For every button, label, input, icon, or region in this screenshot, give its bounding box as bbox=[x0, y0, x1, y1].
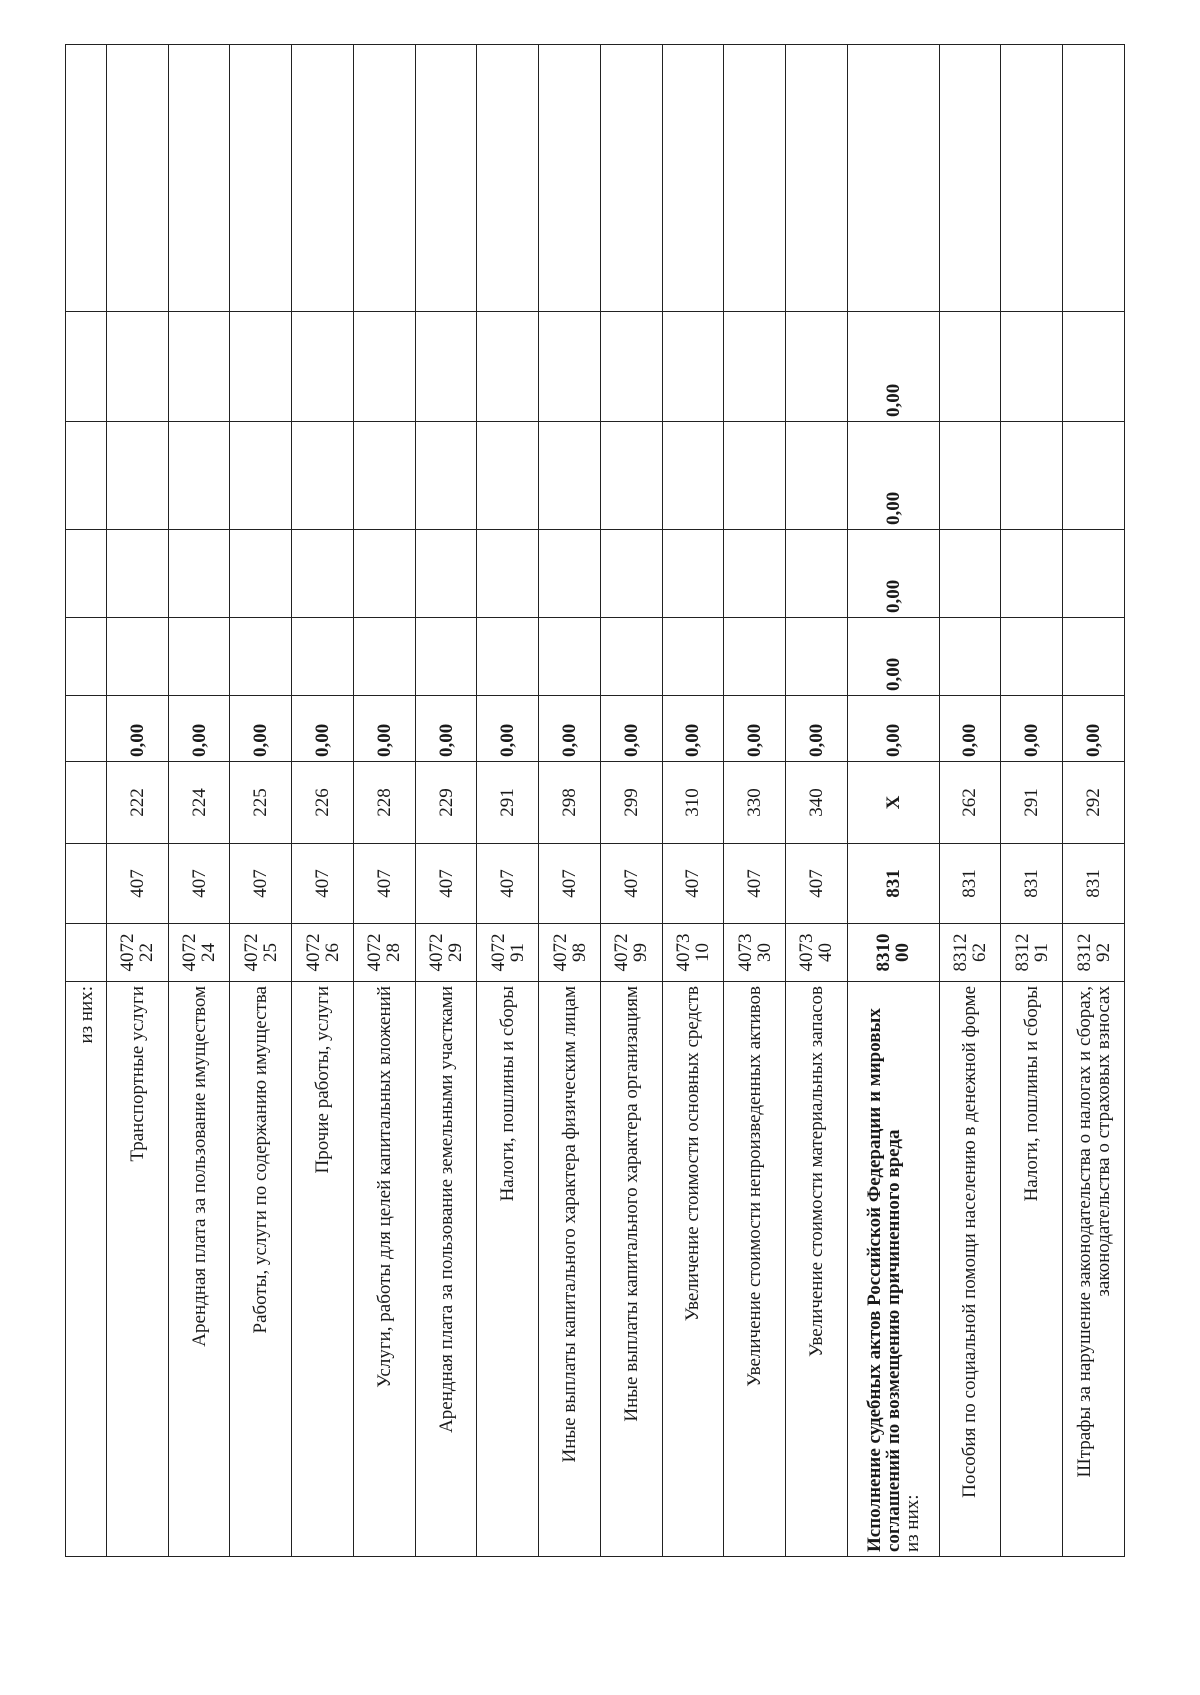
row-empty-cell bbox=[1001, 45, 1063, 312]
row-value bbox=[168, 422, 230, 530]
row-value bbox=[477, 422, 539, 530]
row-empty-cell bbox=[353, 45, 415, 312]
row-value: 0,00 bbox=[477, 696, 539, 762]
row-code: 4072 91 bbox=[477, 924, 539, 982]
row-empty-cell bbox=[724, 45, 786, 312]
row-section: 407 bbox=[353, 844, 415, 924]
row-value bbox=[230, 618, 292, 696]
row-name: Арендная плата за пользование имуществом bbox=[168, 982, 230, 1557]
row-section: 831 bbox=[847, 844, 939, 924]
row-empty-cell bbox=[230, 45, 292, 312]
row-value bbox=[662, 618, 724, 696]
row-value: 0,00 bbox=[353, 696, 415, 762]
row-value bbox=[600, 530, 662, 618]
row-value: 0,00 bbox=[662, 696, 724, 762]
row-article: 228 bbox=[353, 762, 415, 844]
row-value bbox=[1063, 618, 1125, 696]
row-code: 4072 22 bbox=[107, 924, 169, 982]
row-value bbox=[230, 422, 292, 530]
row-value: 0,00 bbox=[847, 422, 939, 530]
row-code: 4072 99 bbox=[600, 924, 662, 982]
row-value bbox=[353, 530, 415, 618]
row-name: Исполнение судебных актов Российской Федерации и мировых соглашений по возмещению причиненного вреда из них: bbox=[847, 982, 939, 1557]
row-subnote: из них: bbox=[901, 1494, 923, 1552]
row-value: 0,00 bbox=[539, 696, 601, 762]
row-value: 0,00 bbox=[847, 618, 939, 696]
table-row bbox=[724, 45, 786, 1557]
row-value bbox=[939, 618, 1001, 696]
row-code: 4072 24 bbox=[168, 924, 230, 982]
row-value bbox=[168, 530, 230, 618]
row-value bbox=[1001, 618, 1063, 696]
row-value: 0,00 bbox=[292, 696, 354, 762]
row-section: 407 bbox=[477, 844, 539, 924]
row-value: 0,00 bbox=[786, 696, 848, 762]
row-value bbox=[939, 422, 1001, 530]
row-value: 0,00 bbox=[107, 696, 169, 762]
row-code: 4072 29 bbox=[415, 924, 477, 982]
row-value bbox=[292, 422, 354, 530]
row-name: Увеличение стоимости основных средств bbox=[662, 982, 724, 1557]
row-value bbox=[539, 530, 601, 618]
table-row bbox=[107, 45, 169, 1557]
row-name: Налоги, пошлины и сборы bbox=[1001, 982, 1063, 1557]
row-value bbox=[600, 312, 662, 422]
row-article: 310 bbox=[662, 762, 724, 844]
row-value bbox=[415, 312, 477, 422]
row-article: 262 bbox=[939, 762, 1001, 844]
row-value bbox=[786, 618, 848, 696]
row-code: 4072 25 bbox=[230, 924, 292, 982]
row-value: 0,00 bbox=[847, 696, 939, 762]
row-code: 4072 28 bbox=[353, 924, 415, 982]
row-value bbox=[415, 618, 477, 696]
row-section: 407 bbox=[415, 844, 477, 924]
row-value bbox=[939, 530, 1001, 618]
row-article: 291 bbox=[1001, 762, 1063, 844]
row-value bbox=[230, 530, 292, 618]
row-article: X bbox=[847, 762, 939, 844]
row-empty-cell bbox=[539, 45, 601, 312]
row-value: 0,00 bbox=[600, 696, 662, 762]
row-value bbox=[662, 422, 724, 530]
row-article: 298 bbox=[539, 762, 601, 844]
row-value: 0,00 bbox=[168, 696, 230, 762]
row-value bbox=[724, 618, 786, 696]
table-row bbox=[230, 45, 292, 1557]
row-value: 0,00 bbox=[230, 696, 292, 762]
row-value bbox=[600, 618, 662, 696]
row-name: Работы, услуги по содержанию имущества bbox=[230, 982, 292, 1557]
row-value bbox=[477, 618, 539, 696]
row-empty-cell bbox=[662, 45, 724, 312]
table-row bbox=[353, 45, 415, 1557]
row-name: Увеличение стоимости непроизведенных активов bbox=[724, 982, 786, 1557]
row-empty-cell bbox=[847, 45, 939, 312]
row-value bbox=[107, 618, 169, 696]
row-value bbox=[662, 312, 724, 422]
row-value: 0,00 bbox=[847, 530, 939, 618]
row-value bbox=[600, 422, 662, 530]
row-code: 4072 26 bbox=[292, 924, 354, 982]
table-row bbox=[415, 45, 477, 1557]
row-section: 407 bbox=[292, 844, 354, 924]
row-value bbox=[107, 530, 169, 618]
row-value bbox=[292, 312, 354, 422]
row-article: 291 bbox=[477, 762, 539, 844]
row-value bbox=[353, 422, 415, 530]
row-article: 330 bbox=[724, 762, 786, 844]
row-code: 4073 10 bbox=[662, 924, 724, 982]
row-section: 407 bbox=[539, 844, 601, 924]
row-value: 0,00 bbox=[1063, 696, 1125, 762]
row-empty-cell bbox=[477, 45, 539, 312]
row-name: Налоги, пошлины и сборы bbox=[477, 982, 539, 1557]
row-section: 831 bbox=[1001, 844, 1063, 924]
row-section: 831 bbox=[939, 844, 1001, 924]
row-empty-cell bbox=[1063, 45, 1125, 312]
table-row bbox=[662, 45, 724, 1557]
row-section: 407 bbox=[168, 844, 230, 924]
row-code: 4072 98 bbox=[539, 924, 601, 982]
table-row bbox=[1001, 45, 1063, 1557]
row-article: 222 bbox=[107, 762, 169, 844]
row-value bbox=[353, 618, 415, 696]
row-value bbox=[786, 530, 848, 618]
row-name: Транспортные услуги bbox=[107, 982, 169, 1557]
row-value: 0,00 bbox=[415, 696, 477, 762]
table-row bbox=[1063, 45, 1125, 1557]
row-value bbox=[168, 618, 230, 696]
row-section: 407 bbox=[662, 844, 724, 924]
row-empty-cell bbox=[292, 45, 354, 312]
row-value: 0,00 bbox=[847, 312, 939, 422]
table-row bbox=[939, 45, 1001, 1557]
row-section: 407 bbox=[600, 844, 662, 924]
rotated-table-sheet bbox=[65, 45, 1125, 1557]
row-code: 4073 30 bbox=[724, 924, 786, 982]
row-value bbox=[539, 422, 601, 530]
row-name: Арендная плата за пользование земельными участками bbox=[415, 982, 477, 1557]
row-article: 225 bbox=[230, 762, 292, 844]
table-row bbox=[539, 45, 601, 1557]
row-value bbox=[353, 312, 415, 422]
table-row bbox=[477, 45, 539, 1557]
table-row bbox=[786, 45, 848, 1557]
row-code: 8312 62 bbox=[939, 924, 1001, 982]
row-name: Пособия по социальной помощи населению в денежной форме bbox=[939, 982, 1001, 1557]
row-empty-cell bbox=[600, 45, 662, 312]
row-value bbox=[724, 312, 786, 422]
row-value bbox=[1063, 530, 1125, 618]
header-note: из них: bbox=[66, 982, 107, 1557]
row-name: Увеличение стоимости материальных запасов bbox=[786, 982, 848, 1557]
row-article: 292 bbox=[1063, 762, 1125, 844]
row-article: 229 bbox=[415, 762, 477, 844]
row-value bbox=[477, 312, 539, 422]
row-section: 407 bbox=[786, 844, 848, 924]
row-name: Иные выплаты капитального характера организациям bbox=[600, 982, 662, 1557]
row-code: 8310 00 bbox=[847, 924, 939, 982]
row-article: 340 bbox=[786, 762, 848, 844]
row-name: Иные выплаты капитального характера физическим лицам bbox=[539, 982, 601, 1557]
header-row bbox=[66, 45, 107, 1557]
row-section: 407 bbox=[107, 844, 169, 924]
row-value bbox=[539, 618, 601, 696]
row-value bbox=[1063, 422, 1125, 530]
row-value bbox=[724, 530, 786, 618]
row-name: Услуги, работы для целей капитальных вложений bbox=[353, 982, 415, 1557]
table-row bbox=[847, 45, 939, 1557]
row-empty-cell bbox=[415, 45, 477, 312]
budget-table bbox=[65, 44, 1125, 1557]
row-value bbox=[1001, 312, 1063, 422]
row-value bbox=[939, 312, 1001, 422]
row-value bbox=[107, 312, 169, 422]
row-name: Прочие работы, услуги bbox=[292, 982, 354, 1557]
row-empty-cell bbox=[786, 45, 848, 312]
row-value: 0,00 bbox=[724, 696, 786, 762]
row-value bbox=[1001, 422, 1063, 530]
row-article: 299 bbox=[600, 762, 662, 844]
table-row bbox=[168, 45, 230, 1557]
row-empty-cell bbox=[107, 45, 169, 312]
row-value: 0,00 bbox=[1001, 696, 1063, 762]
row-value bbox=[539, 312, 601, 422]
row-section: 407 bbox=[230, 844, 292, 924]
row-value: 0,00 bbox=[939, 696, 1001, 762]
row-article: 226 bbox=[292, 762, 354, 844]
row-value bbox=[662, 530, 724, 618]
row-code: 8312 92 bbox=[1063, 924, 1125, 982]
row-article: 224 bbox=[168, 762, 230, 844]
row-value bbox=[724, 422, 786, 530]
row-section: 831 bbox=[1063, 844, 1125, 924]
row-value bbox=[292, 530, 354, 618]
row-value bbox=[292, 618, 354, 696]
row-value bbox=[415, 422, 477, 530]
table-row bbox=[292, 45, 354, 1557]
row-value bbox=[477, 530, 539, 618]
row-value bbox=[1001, 530, 1063, 618]
row-code: 8312 91 bbox=[1001, 924, 1063, 982]
row-value bbox=[107, 422, 169, 530]
row-value bbox=[786, 422, 848, 530]
row-name: Штрафы за нарушение законодательства о налогах и сборах, законодательства о страховых взносах bbox=[1063, 982, 1125, 1557]
row-value bbox=[230, 312, 292, 422]
row-code: 4073 40 bbox=[786, 924, 848, 982]
row-empty-cell bbox=[939, 45, 1001, 312]
row-value bbox=[1063, 312, 1125, 422]
row-empty-cell bbox=[168, 45, 230, 312]
row-section: 407 bbox=[724, 844, 786, 924]
table-row bbox=[600, 45, 662, 1557]
row-value bbox=[415, 530, 477, 618]
row-value bbox=[168, 312, 230, 422]
row-value bbox=[786, 312, 848, 422]
